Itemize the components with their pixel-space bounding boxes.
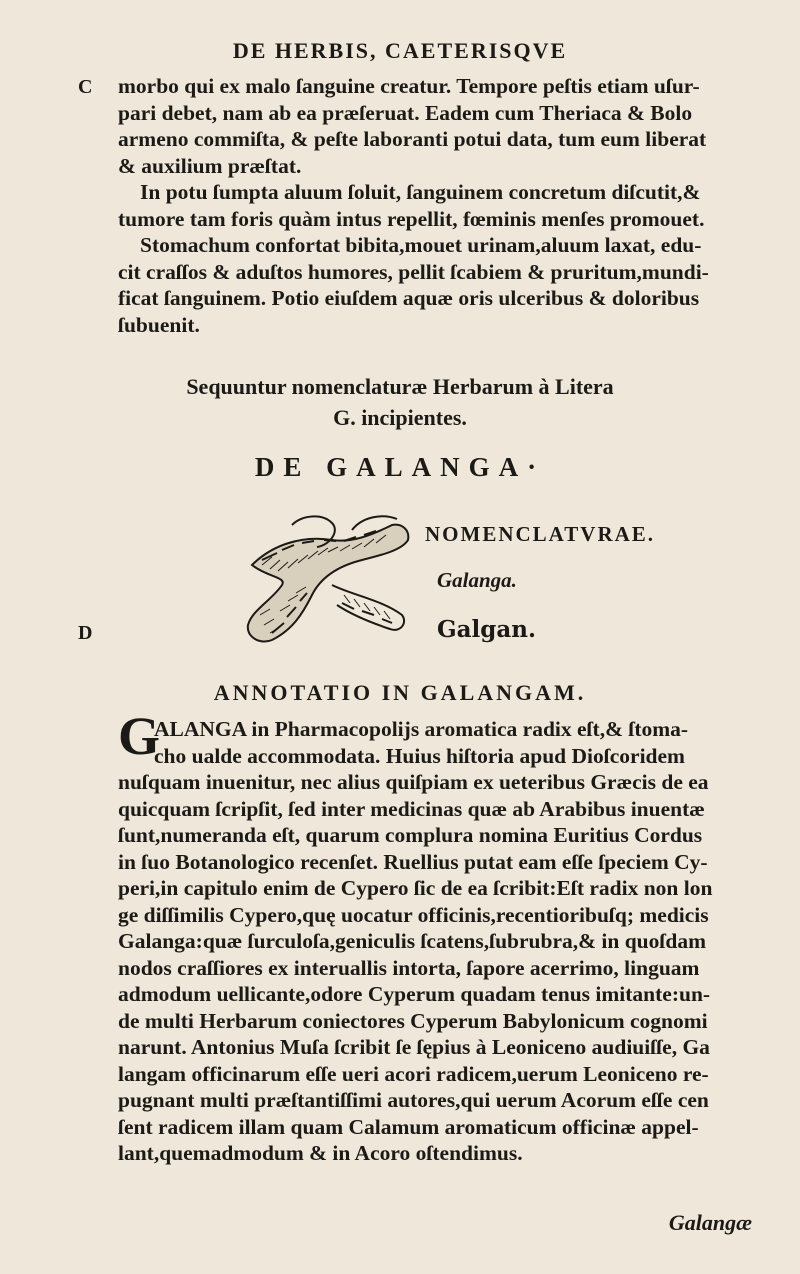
subheading-line-2: G. incipientes. <box>333 405 467 430</box>
catchword: Galangæ <box>668 1210 752 1235</box>
text-line: nodos craſſiores ex interuallis intorta, ſapore acerrimo, linguam <box>118 955 700 980</box>
text-line: admodum uellicante,odore Cyperum quadam tenus imitante:un- <box>118 982 711 1006</box>
text-line: armeno commiſta, & peſte laboranti potui data, tum eum liberat <box>118 127 707 151</box>
nomenclature-latin: Galanga. <box>437 568 517 592</box>
text-line: cit craſſos & aduſtos humores, pellit ſcabiem & pruritum,mundi- <box>118 259 709 284</box>
margin-letter-d: D <box>78 622 93 644</box>
text-line: de multi Herbarum coniectores Cyperum Babylonicum cognomi <box>118 1008 708 1033</box>
text-line: Stomachum confortat bibita,mouet urinam,aluum laxat, edu- <box>140 233 702 257</box>
text-line: tumore tam foris quàm intus repellit, fœminis menſes promouet. <box>118 206 705 231</box>
text-line: narunt. Antonius Muſa ſcribit ſe ſępius à Leoniceno audiuiſſe, Ga <box>118 1035 710 1059</box>
text-line: & auxilium præſtat. <box>118 153 302 178</box>
text-line: In potu ſumpta aluum ſoluit, ſanguinem concretum diſcutit,& <box>140 180 701 204</box>
top-paragraph <box>118 73 758 338</box>
nomenclature-heading: NOMENCLATVRAE. <box>425 522 656 546</box>
text-line: cho ualde accommodata. Huius hiſtoria apud Dioſcoridem <box>154 743 685 768</box>
text-line: ſent radicem illam quam Calamum aromaticum officinæ appel- <box>118 1114 699 1139</box>
text-line: in ſuo Botanologico recenſet. Ruellius putat eam eſſe ſpeciem Cy- <box>118 849 708 874</box>
section-title: DE GALANGA· <box>254 452 546 482</box>
text-line: langam officinarum eſſe ueri acori radicem,uerum Leoniceno re- <box>118 1061 709 1086</box>
text-line: pari debet, nam ab ea præſeruat. Eadem cum Theriaca & Bolo <box>118 100 693 125</box>
text-line: pugnant multi præſtantiſſimi autores,qui uerum Acorum eſſe cen <box>118 1088 709 1112</box>
text-line: ſunt,numeranda eſt, quarum complura nomina Euritius Cordus <box>118 823 703 847</box>
annotation-paragraph <box>118 716 758 1167</box>
text-line: lant,quemadmodum & in Acoro oſtendimus. <box>118 1141 523 1165</box>
text-line: Galanga:quæ ſurculoſa,geniculis ſcatens,ſubrubra,& in quoſdam <box>118 929 706 953</box>
text-line: nuſquam inuenitur, nec alius quiſpiam ex ueteribus Græcis de ea <box>118 770 709 794</box>
text-line: ge diſſimilis Cypero,quę uocatur officinis,recentioribuſq; medicis <box>118 902 709 927</box>
text-line: quicquam ſcripſit, ſed inter medicinas quæ ab Arabibus inuentæ <box>118 796 705 821</box>
running-head: DE HERBIS, CAETERISQVE <box>232 38 568 63</box>
nomenclature-german: Galgan. <box>437 616 536 643</box>
subheading-line-1: Sequuntur nomenclaturæ Herbarum à Litera <box>186 374 614 399</box>
text-line: ſubuenit. <box>118 312 200 337</box>
galanga-root-woodcut <box>232 505 414 655</box>
margin-letter-c: C <box>78 76 93 98</box>
annotation-heading: ANNOTATIO IN GALANGAM. <box>213 680 587 705</box>
text-line: peri,in capitulo enim de Cypero ſic de ea ſcribit:Eſt radix non lon <box>118 876 713 900</box>
text-line: morbo qui ex malo ſanguine creatur. Tempore peſtis etiam uſur- <box>118 74 700 98</box>
drop-cap: G <box>118 706 161 766</box>
text-line: ficat ſanguinem. Potio eiuſdem aquæ oris ulceribus & doloribus <box>118 286 700 310</box>
text-line: ALANGA in Pharmacopolijs aromatica radix eſt,& ſtoma- <box>154 717 689 741</box>
